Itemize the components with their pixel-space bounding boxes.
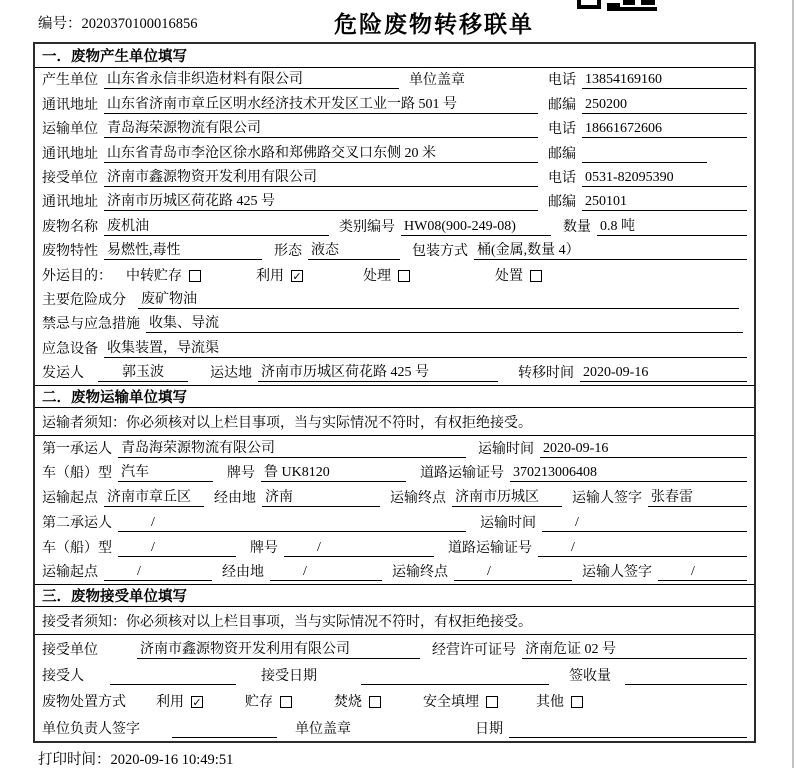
shipper-label: 发运人 xyxy=(42,366,84,382)
sign2-value: / xyxy=(658,564,747,581)
purpose-option-treat: 处理 xyxy=(363,269,391,285)
emergency-equipment-row xyxy=(35,336,754,360)
transfer-time-label: 转移时间 xyxy=(518,366,574,382)
section-producer-header: 一．废物产生单位填写 xyxy=(35,44,754,68)
producer-address-value: 山东省济南市章丘区明水经济技术开发区工业一路 501 号 xyxy=(104,93,538,114)
receiver-unit-value: 济南市鑫源物资开发利用有限公司 xyxy=(104,166,538,187)
checkbox-disposal-use-mark: ✓ xyxy=(192,696,202,710)
document-number-value: 2020370100016856 xyxy=(81,16,198,32)
section-receiver xyxy=(35,584,754,741)
print-time-label: 打印时间： xyxy=(38,752,111,768)
checkbox-disposal-use-icon xyxy=(191,696,203,708)
document-number xyxy=(38,12,198,33)
responsible-sign-row xyxy=(35,715,754,742)
accept-unit-row xyxy=(35,635,754,662)
document-number-label: 编号： xyxy=(38,16,82,32)
unit-seal-label: 单位盖章 xyxy=(295,722,351,738)
hazard-component-value: 废矿物油 xyxy=(138,288,739,309)
disposal-option-store: 贮存 xyxy=(245,695,273,711)
date2-label: 日期 xyxy=(475,722,503,738)
producer-address-row xyxy=(35,92,754,116)
disposal-option-use: 利用 xyxy=(156,695,184,711)
via2-value: / xyxy=(270,564,382,581)
license-value: 济南危证 02 号 xyxy=(522,638,747,659)
checkbox-dispose-icon xyxy=(530,270,542,282)
checkbox-use-mark: ✓ xyxy=(292,270,302,284)
hazard-component-row xyxy=(35,288,754,312)
producer-seal-label: 单位盖章 xyxy=(409,73,465,89)
transfer-purpose-label: 外运目的： xyxy=(42,269,112,285)
purpose-option-storage: 中转贮存 xyxy=(126,269,182,285)
vehicle1-type-label: 车（船）型 xyxy=(42,466,112,482)
shipper-value: 郭玉波 xyxy=(98,361,188,382)
receipt-amount-value xyxy=(625,668,747,685)
vehicle1-type-value: 汽车 xyxy=(118,461,213,482)
receiver-phone-value: 0531-82095390 xyxy=(582,170,747,187)
producer-unit-label: 产生单位 xyxy=(42,73,98,89)
road-permit2-value: / xyxy=(538,540,747,557)
transport-unit-label: 运输单位 xyxy=(42,122,98,138)
checkbox-disposal-other-icon xyxy=(571,696,583,708)
destination-label: 运达地 xyxy=(210,366,252,382)
transfer-time-value: 2020-09-16 xyxy=(580,365,747,382)
plate1-value: 鲁 UK8120 xyxy=(261,461,406,482)
carrier1-value: 青岛海荣源物流有限公司 xyxy=(118,437,466,458)
transfer-purpose-row xyxy=(35,263,754,287)
responsible-sign-label: 单位负责人签字 xyxy=(42,722,140,738)
receiver-unit-row xyxy=(35,166,754,190)
plate2-label: 牌号 xyxy=(250,540,278,556)
sign1-label: 运输人签字 xyxy=(572,491,642,507)
carrier2-row xyxy=(35,510,754,535)
category-code-value: HW08(900-249-08) xyxy=(401,219,551,236)
end1-value: 济南市历城区 xyxy=(452,486,562,507)
taboo-measures-value: 收集、导流 xyxy=(146,312,743,333)
emergency-equipment-value: 收集装置，导流渠 xyxy=(104,337,747,358)
carrier1-row xyxy=(35,436,754,461)
section-transporter xyxy=(35,385,754,584)
road-permit1-label: 道路运输证号 xyxy=(420,466,504,482)
vehicle1-row xyxy=(35,461,754,486)
accept-person-label: 接受人 xyxy=(42,669,84,685)
transport-unit-value: 青岛海荣源物流有限公司 xyxy=(104,117,538,138)
accept-person-row xyxy=(35,662,754,689)
section-transporter-header: 二．废物运输单位填写 xyxy=(35,385,754,408)
end2-label: 运输终点 xyxy=(392,565,448,581)
taboo-measures-label: 禁忌与应急措施 xyxy=(42,317,140,333)
waste-name-label: 废物名称 xyxy=(42,219,98,235)
route1-row xyxy=(35,485,754,510)
quantity-label: 数量 xyxy=(563,219,591,235)
transport-time1-value: 2020-09-16 xyxy=(540,441,747,458)
receiver-address-row xyxy=(35,190,754,214)
vehicle2-row xyxy=(35,535,754,560)
disposal-option-other: 其他 xyxy=(536,695,564,711)
transport-address-value: 山东省青岛市李沧区徐水路和郑佛路交叉口东侧 20 米 xyxy=(104,142,538,163)
transport-time2-value: / xyxy=(542,515,747,532)
transport-phone-value: 18661672606 xyxy=(582,121,747,138)
checkbox-use-icon xyxy=(291,270,303,282)
origin1-label: 运输起点 xyxy=(42,491,98,507)
producer-zip-value: 250200 xyxy=(582,97,747,114)
transport-unit-row xyxy=(35,117,754,141)
transport-phone-label: 电话 xyxy=(548,122,576,138)
disposal-option-landfill: 安全填埋 xyxy=(423,695,479,711)
via1-label: 经由地 xyxy=(214,491,256,507)
checkbox-treat-icon xyxy=(398,270,410,282)
origin2-label: 运输起点 xyxy=(42,565,98,581)
road-permit1-value: 370213006408 xyxy=(510,465,747,482)
vehicle2-type-label: 车（船）型 xyxy=(42,540,112,556)
origin1-value: 济南市章丘区 xyxy=(104,486,204,507)
taboo-measures-row xyxy=(35,312,754,336)
road-permit2-label: 道路运输证号 xyxy=(448,540,532,556)
producer-unit-row xyxy=(35,68,754,92)
shipper-row xyxy=(35,361,754,385)
receiver-zip-value: 250101 xyxy=(582,194,747,211)
waste-property-value: 易燃性,毒性 xyxy=(104,239,262,260)
via2-label: 经由地 xyxy=(222,565,264,581)
qr-code-fragment-icon xyxy=(577,0,659,11)
waste-name-row xyxy=(35,214,754,238)
producer-phone-value: 13854169160 xyxy=(582,72,747,89)
checkbox-storage-icon xyxy=(189,270,201,282)
section-receiver-header: 三．废物接受单位填写 xyxy=(35,584,754,607)
accept-date-value xyxy=(361,668,549,685)
quantity-value: 0.8 吨 xyxy=(597,215,747,236)
disposal-method-row xyxy=(35,688,754,715)
receiver-notice: 接受者须知：你必须核对以上栏目事项，当与实际情况不符时，有权拒绝接受。 xyxy=(35,607,754,635)
hazard-component-label: 主要危险成分 xyxy=(42,292,126,308)
manifest-form xyxy=(33,42,756,743)
transport-zip-label: 邮编 xyxy=(548,146,576,162)
date2-value xyxy=(509,721,747,738)
disposal-method-label: 废物处置方式 xyxy=(42,695,126,711)
waste-name-value: 废机油 xyxy=(104,215,329,236)
producer-phone-label: 电话 xyxy=(548,73,576,89)
emergency-equipment-label: 应急设备 xyxy=(42,341,98,357)
receiver-address-label: 通讯地址 xyxy=(42,195,98,211)
print-time xyxy=(38,748,233,768)
purpose-option-dispose: 处置 xyxy=(495,269,523,285)
end1-label: 运输终点 xyxy=(390,491,446,507)
section-producer xyxy=(35,44,754,385)
end2-value: / xyxy=(454,564,572,581)
transport-time1-label: 运输时间 xyxy=(478,441,534,457)
plate1-label: 牌号 xyxy=(227,466,255,482)
packing-label: 包装方式 xyxy=(412,244,468,260)
sign1-value: 张春雷 xyxy=(648,486,747,507)
transport-zip-value xyxy=(582,146,707,163)
transport-time2-label: 运输时间 xyxy=(480,515,536,531)
responsible-sign-value xyxy=(172,721,277,738)
carrier2-label: 第二承运人 xyxy=(42,515,112,531)
accept-date-label: 接受日期 xyxy=(261,669,317,685)
accept-unit-value: 济南市鑫源物资开发利用有限公司 xyxy=(137,638,420,659)
transport-address-row xyxy=(35,141,754,165)
checkbox-disposal-landfill-icon xyxy=(486,696,498,708)
producer-unit-value: 山东省永信非织造材料有限公司 xyxy=(104,68,399,89)
origin2-value: / xyxy=(104,564,212,581)
disposal-option-burn: 焚烧 xyxy=(334,695,362,711)
receiver-phone-label: 电话 xyxy=(548,170,576,186)
form-label: 形态 xyxy=(274,244,302,260)
license-label: 经营许可证号 xyxy=(432,642,516,658)
packing-value: 桶(金属,数量 4） xyxy=(474,239,747,260)
transporter-notice: 运输者须知：你必须核对以上栏目事项，当与实际情况不符时，有权拒绝接受。 xyxy=(35,408,754,436)
carrier2-value: / xyxy=(118,515,466,532)
form-value: 液态 xyxy=(308,239,400,260)
producer-zip-label: 邮编 xyxy=(548,97,576,113)
producer-address-label: 通讯地址 xyxy=(42,97,98,113)
receiver-zip-label: 邮编 xyxy=(548,195,576,211)
window-right-edge xyxy=(792,0,794,768)
plate2-value: / xyxy=(284,540,434,557)
receipt-amount-label: 签收量 xyxy=(569,669,611,685)
receiver-address-value: 济南市历城区荷花路 425 号 xyxy=(104,190,538,211)
vehicle2-type-value: / xyxy=(118,540,236,557)
accept-person-value xyxy=(110,668,236,685)
checkbox-disposal-burn-icon xyxy=(369,696,381,708)
purpose-option-use: 利用 xyxy=(256,269,284,285)
destination-value: 济南市历城区荷花路 425 号 xyxy=(258,361,498,382)
print-time-value: 2020-09-16 10:49:51 xyxy=(110,752,234,768)
route2-row xyxy=(35,560,754,585)
carrier1-label: 第一承运人 xyxy=(42,441,112,457)
sign2-label: 运输人签字 xyxy=(582,565,652,581)
waste-property-row xyxy=(35,239,754,263)
accept-unit-label: 接受单位 xyxy=(42,642,98,658)
receiver-unit-label: 接受单位 xyxy=(42,170,98,186)
page-title: 危险废物转移联单 xyxy=(334,11,534,37)
via1-value: 济南 xyxy=(262,486,380,507)
transport-address-label: 通讯地址 xyxy=(42,146,98,162)
waste-property-label: 废物特性 xyxy=(42,244,98,260)
checkbox-disposal-store-icon xyxy=(280,696,292,708)
category-code-label: 类别编号 xyxy=(339,219,395,235)
